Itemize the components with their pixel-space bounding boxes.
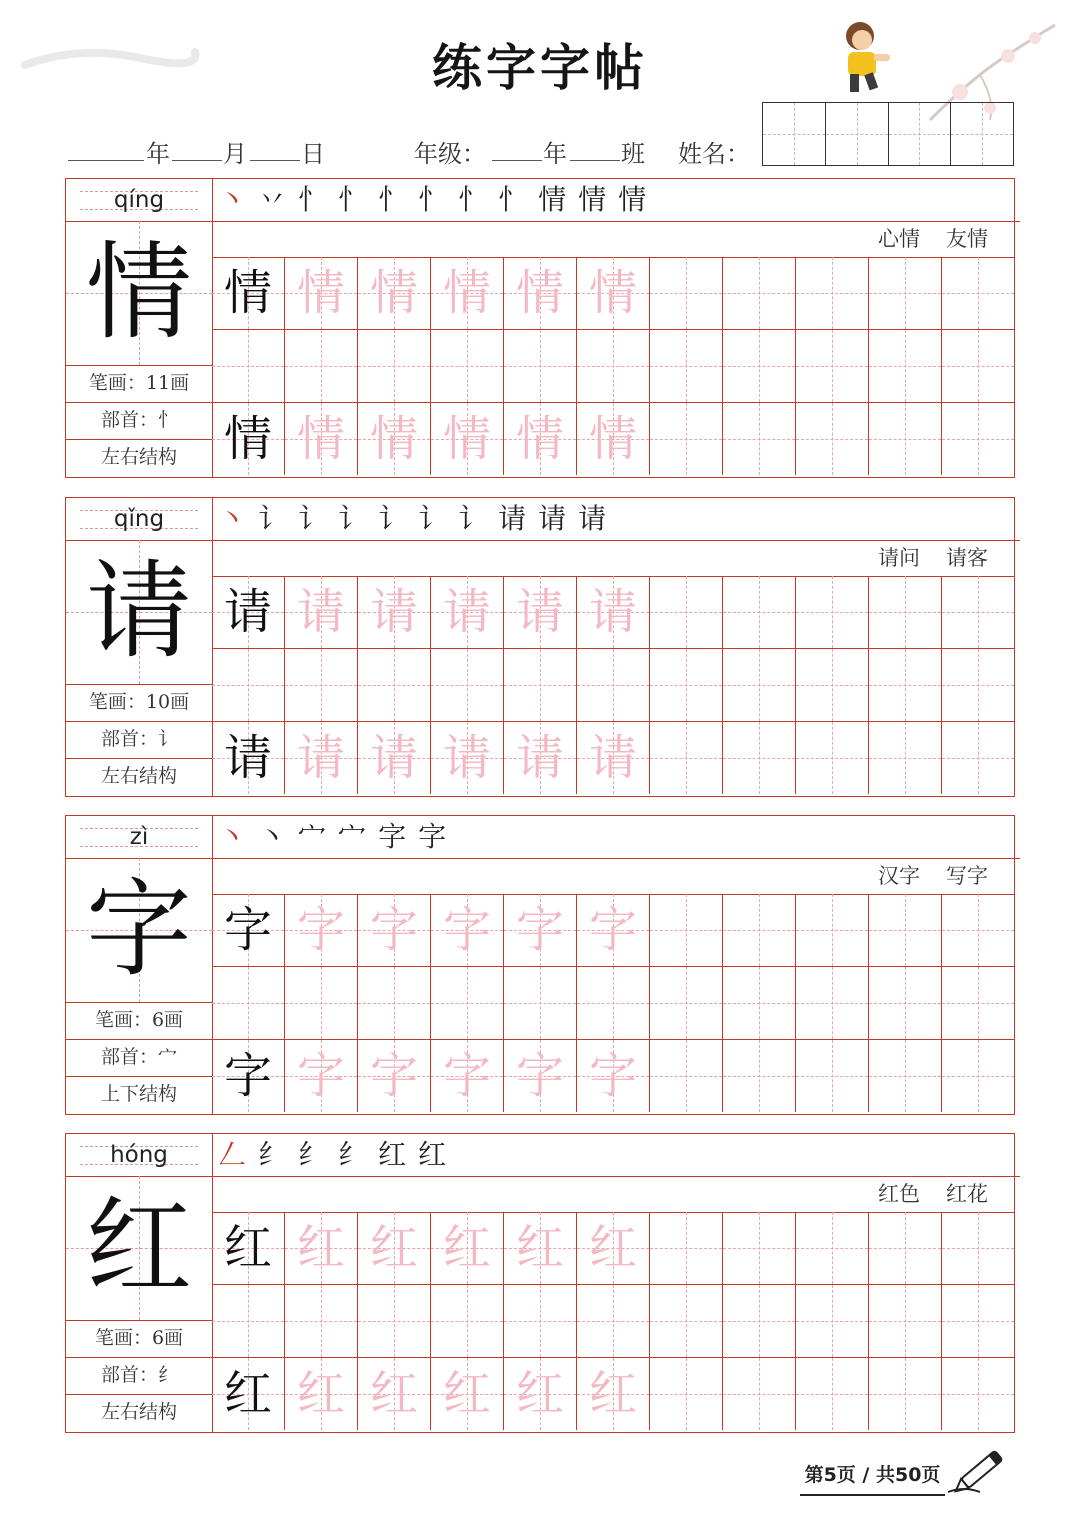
practice-cell[interactable] (431, 1285, 504, 1358)
trace-char: 红 (442, 1366, 491, 1422)
trace-char: 请 (515, 730, 564, 786)
trace-char: 红 (296, 1366, 345, 1422)
trace-cell[interactable] (577, 1212, 650, 1285)
structure: 左右结构 (100, 1401, 177, 1423)
practice-cell[interactable] (942, 894, 1014, 967)
practice-cell[interactable] (942, 330, 1014, 403)
trace-char: 情 (515, 265, 564, 321)
structure: 左右结构 (100, 446, 177, 468)
trace-cell[interactable] (358, 576, 431, 649)
trace-cell[interactable] (285, 1358, 358, 1430)
grade-label: 年级： (414, 140, 486, 168)
trace-cell[interactable] (431, 1040, 504, 1112)
trace-char: 红 (515, 1366, 564, 1422)
practice-cell[interactable] (942, 722, 1014, 794)
practice-cell[interactable] (358, 649, 431, 722)
stroke-step: 𠃋 (218, 1138, 247, 1171)
trace-char: 请 (442, 584, 491, 640)
practice-cell[interactable] (723, 1212, 796, 1285)
stroke-step: 红 (418, 1138, 447, 1171)
practice-cell[interactable] (796, 649, 869, 722)
stroke-order-row (212, 179, 1020, 222)
stroke-step: 忄 (378, 183, 407, 216)
model-char: 情 (223, 411, 272, 467)
stroke-step: 纟 (258, 1138, 287, 1171)
practice-cell[interactable] (577, 1285, 650, 1358)
practice-cell[interactable] (577, 330, 650, 403)
trace-cell[interactable] (504, 1358, 577, 1430)
trace-cell[interactable] (358, 722, 431, 794)
practice-cell[interactable] (212, 967, 285, 1040)
practice-cell[interactable] (431, 330, 504, 403)
stroke-step: 忄 (298, 183, 327, 216)
trace-cell[interactable] (577, 894, 650, 967)
stroke-step: 丶 (218, 820, 247, 853)
example-words (212, 540, 1014, 577)
name-box[interactable] (763, 103, 826, 165)
trace-cell[interactable] (285, 894, 358, 967)
month-blank[interactable] (172, 160, 222, 161)
stroke-count: 笔画：10画 (66, 684, 212, 722)
stroke-step: 丶 (218, 183, 247, 216)
model-character-box (66, 221, 212, 366)
stroke-step: 字 (378, 820, 407, 853)
trace-char: 字 (296, 902, 345, 958)
trace-cell[interactable] (358, 257, 431, 330)
model-cell (212, 1040, 285, 1112)
trace-cell[interactable] (504, 1040, 577, 1112)
practice-cell[interactable] (796, 1358, 869, 1430)
practice-cell[interactable] (869, 330, 942, 403)
pinyin-text: qǐng (113, 506, 165, 532)
model-char: 字 (223, 902, 272, 958)
practice-cell[interactable] (796, 576, 869, 649)
trace-cell[interactable] (431, 1358, 504, 1430)
practice-cell[interactable] (869, 1040, 942, 1112)
day-label: 日 (301, 140, 325, 168)
example-words (212, 1176, 1014, 1213)
practice-grid (212, 1212, 1014, 1432)
trace-char: 请 (515, 584, 564, 640)
practice-cell[interactable] (796, 403, 869, 475)
trace-char: 红 (442, 1220, 491, 1276)
stroke-step: 请 (578, 502, 607, 535)
practice-cell[interactable] (942, 403, 1014, 475)
date-grade-name-row (0, 134, 760, 168)
trace-char: 红 (296, 1220, 345, 1276)
model-character-box (66, 858, 212, 1003)
pinyin (66, 498, 212, 541)
stroke-step: 宀 (298, 820, 327, 853)
month-label: 月 (223, 140, 247, 168)
practice-cell[interactable] (869, 722, 942, 794)
name-box[interactable] (889, 103, 952, 165)
practice-cell[interactable] (869, 257, 942, 330)
stroke-step: 纟 (298, 1138, 327, 1171)
model-char: 情 (223, 265, 272, 321)
example-word: 红色 (878, 1182, 920, 1206)
model-char: 红 (223, 1366, 272, 1422)
stroke-step: 讠 (458, 502, 487, 535)
practice-cell[interactable] (723, 403, 796, 475)
trace-char: 红 (369, 1220, 418, 1276)
pinyin-text: zì (129, 824, 149, 850)
practice-cell[interactable] (796, 1212, 869, 1285)
practice-cell[interactable] (504, 330, 577, 403)
trace-char: 红 (588, 1366, 637, 1422)
practice-cell[interactable] (650, 649, 723, 722)
practice-cell[interactable] (942, 257, 1014, 330)
trace-char: 请 (588, 584, 637, 640)
pinyin (66, 816, 212, 859)
stroke-step: 忄 (338, 183, 367, 216)
trace-cell[interactable] (504, 403, 577, 475)
stroke-step: 请 (538, 502, 567, 535)
trace-cell[interactable] (285, 257, 358, 330)
practice-cell[interactable] (650, 1040, 723, 1112)
trace-char: 红 (369, 1366, 418, 1422)
stroke-step: 讠 (338, 502, 367, 535)
example-words (212, 858, 1014, 895)
practice-cell[interactable] (212, 1285, 285, 1358)
stroke-step: 情 (578, 183, 607, 216)
name-box[interactable] (826, 103, 889, 165)
trace-char: 请 (369, 584, 418, 640)
practice-cell[interactable] (431, 649, 504, 722)
stroke-step: 丷 (258, 183, 287, 216)
stroke-step: 讠 (378, 502, 407, 535)
practice-cell[interactable] (650, 576, 723, 649)
example-word: 红花 (946, 1182, 988, 1206)
practice-cell[interactable] (285, 649, 358, 722)
practice-cell[interactable] (869, 1212, 942, 1285)
practice-cell[interactable] (723, 257, 796, 330)
trace-cell[interactable] (285, 1040, 358, 1112)
example-words (212, 221, 1014, 258)
practice-cell[interactable] (212, 649, 285, 722)
practice-cell[interactable] (942, 1212, 1014, 1285)
practice-cell[interactable] (723, 330, 796, 403)
practice-cell[interactable] (285, 1285, 358, 1358)
trace-cell[interactable] (577, 576, 650, 649)
character-info-column (66, 1134, 213, 1432)
name-box[interactable] (951, 103, 1013, 165)
trace-cell[interactable] (285, 1212, 358, 1285)
practice-cell[interactable] (285, 330, 358, 403)
trace-char: 字 (442, 902, 491, 958)
model-cell (212, 722, 285, 794)
stroke-step: 字 (418, 820, 447, 853)
day-blank[interactable] (250, 160, 300, 161)
model-character: 字 (86, 868, 192, 991)
practice-grid (212, 894, 1014, 1114)
pinyin-text: qíng (113, 187, 165, 213)
trace-cell[interactable] (504, 722, 577, 794)
practice-cell[interactable] (431, 967, 504, 1040)
practice-cell[interactable] (942, 1285, 1014, 1358)
trace-cell[interactable] (504, 894, 577, 967)
trace-char: 情 (442, 411, 491, 467)
trace-char: 字 (369, 902, 418, 958)
practice-cell[interactable] (796, 894, 869, 967)
trace-char: 情 (369, 411, 418, 467)
practice-cell[interactable] (577, 967, 650, 1040)
model-char: 字 (223, 1048, 272, 1104)
trace-cell[interactable] (431, 1212, 504, 1285)
model-character-box (66, 540, 212, 685)
model-character-box (66, 1176, 212, 1321)
practice-cell[interactable] (796, 1285, 869, 1358)
stroke-order-row (212, 1134, 1020, 1177)
stroke-step: 情 (538, 183, 567, 216)
character-block (65, 178, 1015, 478)
practice-grid (212, 257, 1014, 477)
example-word: 请问 (878, 546, 920, 570)
practice-cell[interactable] (504, 1285, 577, 1358)
practice-cell[interactable] (723, 1040, 796, 1112)
trace-cell[interactable] (577, 1358, 650, 1430)
trace-cell[interactable] (431, 257, 504, 330)
trace-char: 字 (296, 1048, 345, 1104)
model-cell (212, 576, 285, 649)
character-info-column (66, 498, 213, 796)
practice-cell[interactable] (650, 257, 723, 330)
practice-cell[interactable] (869, 576, 942, 649)
trace-cell[interactable] (358, 1358, 431, 1430)
year-blank[interactable] (68, 160, 144, 161)
model-character: 情 (86, 231, 192, 354)
practice-cell[interactable] (869, 649, 942, 722)
practice-cell[interactable] (723, 894, 796, 967)
trace-char: 字 (369, 1048, 418, 1104)
trace-char: 请 (369, 730, 418, 786)
model-char: 请 (223, 584, 272, 640)
model-char: 红 (223, 1220, 272, 1276)
trace-cell[interactable] (285, 403, 358, 475)
example-word: 请客 (946, 546, 988, 570)
practice-cell[interactable] (723, 1358, 796, 1430)
model-character: 红 (86, 1186, 192, 1309)
practice-cell[interactable] (869, 1285, 942, 1358)
practice-cell[interactable] (723, 1285, 796, 1358)
trace-char: 请 (588, 730, 637, 786)
trace-cell[interactable] (577, 1040, 650, 1112)
stroke-order-row (212, 498, 1020, 541)
practice-cell[interactable] (650, 1285, 723, 1358)
trace-char: 请 (296, 584, 345, 640)
class-blank[interactable] (570, 160, 620, 161)
model-cell (212, 257, 285, 330)
stroke-step: 情 (618, 183, 647, 216)
radical: 部首：忄 (66, 402, 212, 440)
trace-cell[interactable] (358, 403, 431, 475)
trace-cell[interactable] (358, 1212, 431, 1285)
trace-cell[interactable] (431, 403, 504, 475)
trace-char: 字 (515, 902, 564, 958)
pinyin (66, 1134, 212, 1177)
trace-char: 红 (515, 1220, 564, 1276)
stroke-step: 忄 (418, 183, 447, 216)
grade-blank[interactable] (492, 160, 542, 161)
character-info-column (66, 179, 213, 477)
practice-cell[interactable] (796, 967, 869, 1040)
practice-cell[interactable] (650, 330, 723, 403)
model-character: 请 (86, 550, 192, 673)
stroke-step: 纟 (338, 1138, 367, 1171)
model-cell (212, 403, 285, 475)
stroke-step: 丶 (218, 502, 247, 535)
trace-char: 请 (296, 730, 345, 786)
practice-cell[interactable] (796, 722, 869, 794)
trace-char: 情 (442, 265, 491, 321)
practice-cell[interactable] (358, 967, 431, 1040)
example-word: 心情 (878, 227, 920, 251)
structure: 左右结构 (100, 765, 177, 787)
practice-cell[interactable] (577, 649, 650, 722)
class-unit: 班 (621, 140, 645, 168)
practice-cell[interactable] (504, 649, 577, 722)
practice-cell[interactable] (942, 1040, 1014, 1112)
example-word: 写字 (946, 864, 988, 888)
practice-cell[interactable] (650, 403, 723, 475)
model-cell (212, 1212, 285, 1285)
example-word: 友情 (946, 227, 988, 251)
trace-cell[interactable] (577, 403, 650, 475)
trace-char: 情 (369, 265, 418, 321)
trace-char: 字 (588, 902, 637, 958)
trace-char: 情 (296, 411, 345, 467)
pen-icon (946, 1440, 1016, 1500)
grade-unit: 年 (543, 140, 567, 168)
trace-cell[interactable] (431, 576, 504, 649)
practice-cell[interactable] (942, 576, 1014, 649)
trace-cell[interactable] (577, 257, 650, 330)
trace-char: 字 (442, 1048, 491, 1104)
year-label: 年 (146, 140, 170, 168)
practice-cell[interactable] (650, 967, 723, 1040)
character-block (65, 497, 1015, 797)
name-label: 姓名： (678, 140, 750, 168)
practice-cell[interactable] (796, 330, 869, 403)
trace-cell[interactable] (504, 576, 577, 649)
stroke-step: 讠 (258, 502, 287, 535)
stroke-step: 忄 (498, 183, 527, 216)
trace-cell[interactable] (358, 1040, 431, 1112)
practice-cell[interactable] (212, 330, 285, 403)
trace-char: 情 (588, 411, 637, 467)
practice-cell[interactable] (650, 722, 723, 794)
example-word: 汉字 (878, 864, 920, 888)
radical: 部首：讠 (66, 721, 212, 759)
model-char: 请 (223, 730, 272, 786)
character-info-column (66, 816, 213, 1114)
character-block (65, 1133, 1015, 1433)
trace-cell[interactable] (504, 1212, 577, 1285)
practice-cell[interactable] (942, 1358, 1014, 1430)
practice-cell[interactable] (285, 967, 358, 1040)
trace-cell[interactable] (577, 722, 650, 794)
stroke-step: 丶 (258, 820, 287, 853)
stroke-step: 忄 (458, 183, 487, 216)
trace-char: 情 (515, 411, 564, 467)
model-cell (212, 894, 285, 967)
trace-cell[interactable] (431, 722, 504, 794)
radical: 部首：宀 (66, 1039, 212, 1077)
page-title: 练字字帖 (432, 39, 648, 97)
pinyin-text: hóng (110, 1142, 168, 1168)
practice-cell[interactable] (869, 894, 942, 967)
practice-cell[interactable] (504, 967, 577, 1040)
structure: 上下结构 (100, 1083, 177, 1105)
stroke-order-row (212, 816, 1020, 859)
practice-cell[interactable] (650, 1358, 723, 1430)
name-boxes[interactable] (762, 102, 1014, 166)
trace-char: 情 (296, 265, 345, 321)
practice-cell[interactable] (796, 1040, 869, 1112)
trace-char: 字 (515, 1048, 564, 1104)
practice-cell[interactable] (723, 576, 796, 649)
practice-grid (212, 576, 1014, 796)
trace-char: 情 (588, 265, 637, 321)
model-cell (212, 1358, 285, 1430)
trace-char: 红 (588, 1220, 637, 1276)
practice-cell[interactable] (869, 967, 942, 1040)
stroke-count: 笔画：6画 (66, 1320, 212, 1358)
practice-cell[interactable] (358, 1285, 431, 1358)
stroke-step: 红 (378, 1138, 407, 1171)
practice-cell[interactable] (942, 649, 1014, 722)
practice-cell[interactable] (650, 1212, 723, 1285)
practice-cell[interactable] (650, 894, 723, 967)
stroke-step: 请 (498, 502, 527, 535)
stroke-step: 讠 (298, 502, 327, 535)
practice-cell[interactable] (358, 330, 431, 403)
practice-cell[interactable] (723, 722, 796, 794)
pinyin (66, 179, 212, 222)
practice-cell[interactable] (723, 649, 796, 722)
trace-cell[interactable] (358, 894, 431, 967)
character-block (65, 815, 1015, 1115)
trace-cell[interactable] (431, 894, 504, 967)
trace-cell[interactable] (285, 722, 358, 794)
trace-char: 请 (442, 730, 491, 786)
practice-cell[interactable] (723, 967, 796, 1040)
practice-cell[interactable] (942, 967, 1014, 1040)
stroke-count: 笔画：6画 (66, 1002, 212, 1040)
trace-cell[interactable] (285, 576, 358, 649)
stroke-step: 宀 (338, 820, 367, 853)
stroke-count: 笔画：11画 (66, 365, 212, 403)
practice-cell[interactable] (869, 1358, 942, 1430)
trace-cell[interactable] (504, 257, 577, 330)
trace-char: 字 (588, 1048, 637, 1104)
radical: 部首：纟 (66, 1357, 212, 1395)
practice-cell[interactable] (869, 403, 942, 475)
practice-cell[interactable] (796, 257, 869, 330)
stroke-step: 讠 (418, 502, 447, 535)
page-counter: 第5页 / 共50页 (800, 1460, 945, 1496)
